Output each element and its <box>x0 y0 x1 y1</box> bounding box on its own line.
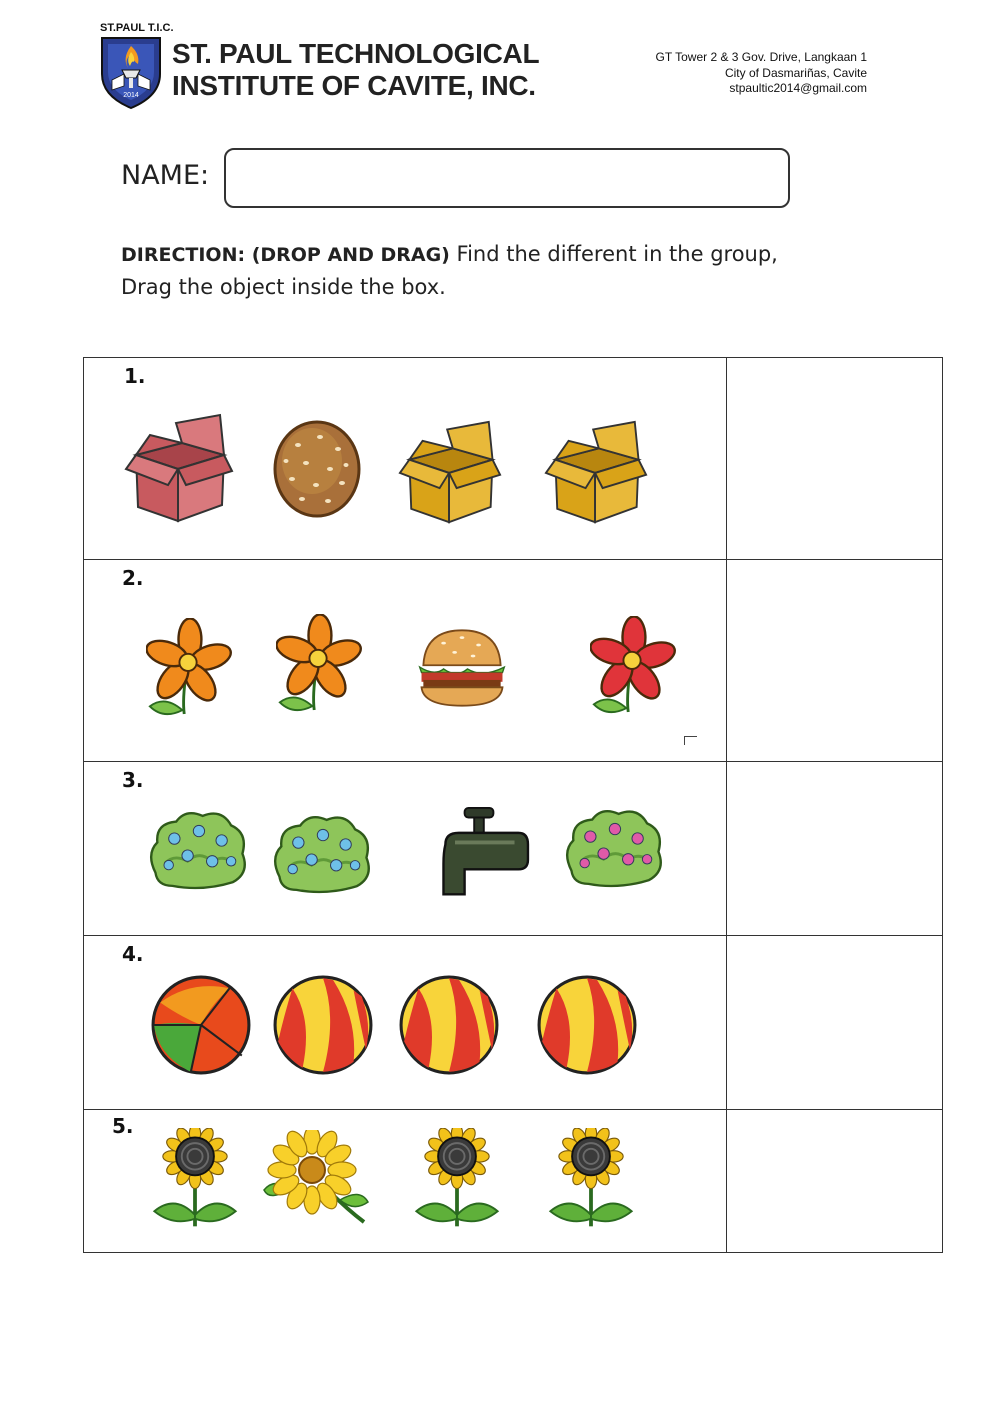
question-row-4 <box>84 936 942 1110</box>
cookie-icon[interactable] <box>272 418 362 520</box>
dark-sunflower-icon[interactable] <box>548 1128 634 1232</box>
answer-drop-box-3[interactable] <box>727 762 942 935</box>
question-number: 2. <box>122 566 144 590</box>
blue-flower-bush-icon[interactable] <box>146 806 250 892</box>
yellow-box-icon[interactable] <box>398 416 502 528</box>
name-input[interactable] <box>224 148 790 208</box>
red-yellow-ball-icon[interactable] <box>536 974 638 1076</box>
green-orange-ball-icon[interactable] <box>150 974 252 1076</box>
blue-flower-bush-icon[interactable] <box>270 810 374 896</box>
direction-label: DIRECTION: (DROP AND DRAG) <box>121 244 450 266</box>
question-number: 1. <box>124 364 146 388</box>
red-flower-icon[interactable] <box>590 616 676 722</box>
school-logo <box>98 24 164 110</box>
logo-caption: ST.PAUL T.I.C. <box>100 22 174 34</box>
address-line1: GT Tower 2 & 3 Gov. Drive, Langkaan 1 <box>655 50 867 64</box>
answer-drop-box-4[interactable] <box>727 936 942 1109</box>
dark-sunflower-icon[interactable] <box>414 1128 500 1232</box>
pink-flower-bush-icon[interactable] <box>562 804 666 890</box>
school-name-line2: INSTITUTE OF CAVITE, INC. <box>172 70 536 101</box>
question-number: 4. <box>122 942 144 966</box>
direction-line2: Drag the object inside the box. <box>121 275 446 299</box>
answer-drop-box-1[interactable] <box>727 358 942 559</box>
orange-flower-icon[interactable] <box>146 618 232 724</box>
faucet-icon[interactable] <box>424 806 534 902</box>
name-label: NAME: <box>121 160 210 191</box>
dark-sunflower-icon[interactable] <box>152 1128 238 1232</box>
red-yellow-ball-icon[interactable] <box>398 974 500 1076</box>
item-group-2 <box>84 560 727 761</box>
question-row-5 <box>84 1110 942 1252</box>
direction-line1: Find the different in the group, <box>449 242 778 266</box>
item-group-3 <box>84 762 727 935</box>
school-name-line1: ST. PAUL TECHNOLOGICAL <box>172 38 540 69</box>
question-row-3 <box>84 762 942 936</box>
red-yellow-ball-icon[interactable] <box>272 974 374 1076</box>
burger-icon[interactable] <box>416 626 508 710</box>
yellow-box-icon[interactable] <box>544 416 648 528</box>
corner-mark <box>684 736 697 745</box>
logo-year: 2014 <box>123 92 139 99</box>
worksheet-table <box>83 357 943 1253</box>
red-box-icon[interactable] <box>124 410 234 526</box>
item-group-5 <box>84 1110 727 1252</box>
question-number: 5. <box>112 1114 134 1138</box>
item-group-1 <box>84 358 727 559</box>
question-row-1 <box>84 358 942 560</box>
question-number: 3. <box>122 768 144 792</box>
direction-text <box>121 238 881 303</box>
email-address: stpaultic2014@gmail.com <box>729 81 867 95</box>
answer-drop-box-5[interactable] <box>727 1110 942 1252</box>
address-line2: City of Dasmariñas, Cavite <box>724 66 867 80</box>
item-group-4 <box>84 936 727 1109</box>
orange-flower-icon[interactable] <box>276 614 362 720</box>
answer-drop-box-2[interactable] <box>727 560 942 761</box>
question-row-2 <box>84 560 942 762</box>
yellow-sunflower-icon[interactable] <box>260 1130 370 1230</box>
